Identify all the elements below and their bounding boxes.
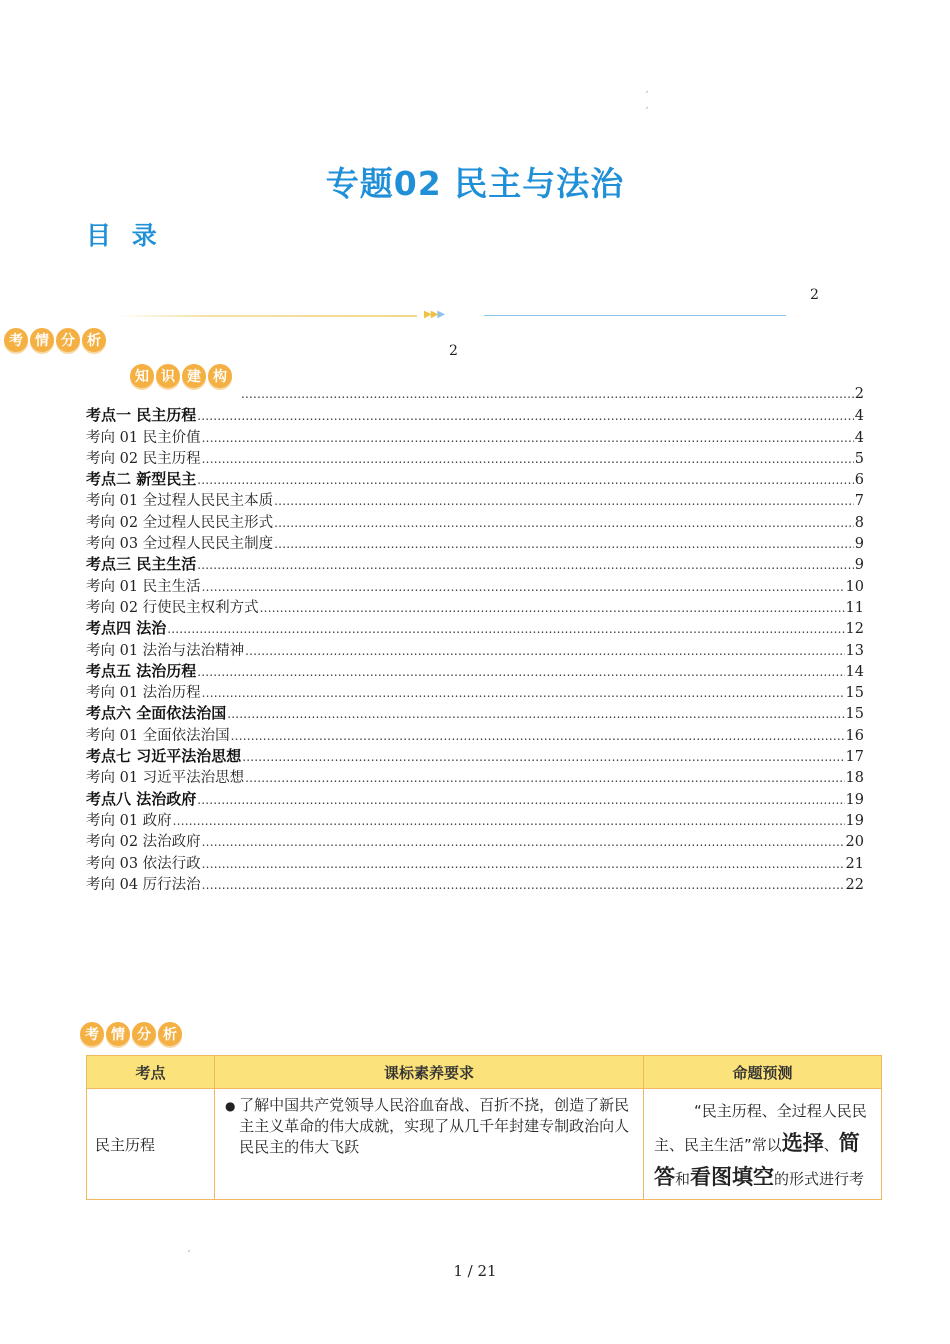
toc-label: 考点六 全面依法治国 <box>86 704 227 723</box>
toc-label: 考向 02 行使民主权利方式 <box>86 599 259 616</box>
toc-page: 8 <box>854 514 864 531</box>
prediction-short-answer: 简答 <box>654 1131 860 1189</box>
badge-char: 识 <box>156 364 180 388</box>
toc-leader <box>202 853 845 872</box>
toc-row[interactable] <box>86 873 864 894</box>
toc-page: 20 <box>845 834 864 851</box>
badge-char: 情 <box>106 1022 130 1046</box>
toc-row-first[interactable] <box>86 383 864 404</box>
toc-page: 14 <box>845 663 864 680</box>
toc-row[interactable] <box>86 724 864 745</box>
toc-label: 考向 01 民主生活 <box>86 578 201 595</box>
prediction-choice: 选择 <box>781 1131 824 1155</box>
toc-page: 10 <box>845 578 864 595</box>
toc-leader <box>167 618 844 637</box>
toc-label: 考向 02 民主历程 <box>86 450 201 467</box>
arrow-icon: ▶▶▶ <box>424 309 445 320</box>
badge-char: 构 <box>208 364 232 388</box>
toc-leader <box>260 597 845 616</box>
toc-label: 考向 01 民主价值 <box>86 429 201 446</box>
prediction-and: 和 <box>675 1170 691 1188</box>
toc-row[interactable] <box>86 596 864 617</box>
toc-page: 19 <box>845 791 864 808</box>
toc-page: 9 <box>854 536 864 553</box>
toc-leader <box>197 469 854 488</box>
cell-requirement <box>215 1089 644 1200</box>
cell-prediction <box>644 1089 882 1200</box>
toc-leader <box>245 767 844 786</box>
badge-char: 分 <box>56 328 80 352</box>
toc-page: 19 <box>845 812 864 829</box>
toc-row[interactable] <box>86 489 864 510</box>
toc-page: 6 <box>854 472 864 489</box>
toc-leader <box>202 448 854 467</box>
toc-leader <box>202 831 845 850</box>
badge-kaoqing-table <box>80 1022 182 1046</box>
toc-page: 15 <box>845 706 864 723</box>
toc-label: 考向 01 全面依法治国 <box>86 727 230 744</box>
toc-label: 考点五 法治历程 <box>86 661 197 680</box>
toc-page: 9 <box>854 557 864 574</box>
toc-label: 考向 03 全过程人民民主制度 <box>86 536 274 553</box>
page-footer: 1 / 21 <box>453 1262 497 1280</box>
toc-heading: 目 录 <box>86 221 163 250</box>
toc-row[interactable] <box>86 745 864 766</box>
toc-row[interactable] <box>86 788 864 809</box>
toc-page: 16 <box>845 727 864 744</box>
page-number-right: 2 <box>810 287 819 303</box>
toc-page: 15 <box>845 685 864 702</box>
toc-label: 考向 01 习近平法治思想 <box>86 770 245 787</box>
toc-label: 考点四 法治 <box>86 619 167 638</box>
toc-page: 5 <box>854 450 864 467</box>
toc-page: 11 <box>845 599 864 616</box>
toc-label: 考向 01 全过程人民民主本质 <box>86 493 274 510</box>
toc-label: 考向 01 法治与法治精神 <box>86 642 245 659</box>
badge-char: 考 <box>4 328 28 352</box>
prediction-sep: 、 <box>823 1136 839 1154</box>
prediction-fill: 看图填空 <box>690 1165 775 1189</box>
toc-page: 18 <box>845 770 864 787</box>
badge-kaoqing-top <box>4 328 106 352</box>
toc-page: 22 <box>845 876 864 893</box>
requirement-text: 了解中国共产党领导人民浴血奋战、百折不挠，创造了新民主主义革命的伟大成就，实现了从几千年封建专制政治向人民民主的伟大飞跃 <box>239 1096 630 1156</box>
toc-page: 12 <box>845 621 864 638</box>
toc-leader <box>197 554 854 573</box>
divider-right <box>484 315 786 316</box>
toc-page: 7 <box>854 493 864 510</box>
toc-row[interactable] <box>86 830 864 851</box>
toc-row[interactable] <box>86 426 864 447</box>
toc-leader <box>202 427 854 446</box>
analysis-table <box>86 1055 882 1200</box>
toc-label: 考点二 新型民主 <box>86 470 197 489</box>
toc-leader <box>241 383 854 402</box>
toc-row[interactable] <box>86 639 864 660</box>
toc-page: 4 <box>854 429 864 446</box>
top-mark-1: , <box>646 86 649 94</box>
badge-char: 知 <box>130 364 154 388</box>
toc-leader <box>245 640 844 659</box>
toc-label: 考向 01 政府 <box>86 812 172 829</box>
prediction-text-1: “民主历程、全过程人民民主、民主生活”常以 <box>654 1102 867 1154</box>
header-prediction: 命题预测 <box>644 1056 882 1089</box>
toc-leader <box>274 490 854 509</box>
toc-leader <box>197 661 844 680</box>
badge-char: 分 <box>132 1022 156 1046</box>
toc-leader <box>274 533 854 552</box>
toc-label: 考点七 习近平法治思想 <box>86 747 242 766</box>
toc-label: 考向 01 法治历程 <box>86 685 201 702</box>
toc-label: 考点三 民主生活 <box>86 555 197 574</box>
badge-char: 建 <box>182 364 206 388</box>
toc-leader <box>227 703 844 722</box>
badge-char: 析 <box>82 328 106 352</box>
toc-leader <box>202 682 845 701</box>
page-number-mid: 2 <box>449 343 458 359</box>
toc-row[interactable] <box>86 766 864 787</box>
cell-kaodian: 民主历程 <box>87 1089 215 1200</box>
bullet-icon: ● <box>225 1099 236 1113</box>
badge-char: 情 <box>30 328 54 352</box>
toc-label: 考向 02 法治政府 <box>86 834 201 851</box>
prediction-text-2: 的形式进行考 <box>774 1170 865 1188</box>
toc-row[interactable] <box>86 532 864 553</box>
toc-row[interactable] <box>86 617 864 638</box>
toc-leader <box>197 789 844 808</box>
toc-row[interactable] <box>86 404 864 425</box>
toc-page: 4 <box>854 408 864 425</box>
toc-leader <box>202 874 845 893</box>
divider-left <box>115 315 417 317</box>
top-mark-2: , <box>646 102 649 110</box>
badge-char: 考 <box>80 1022 104 1046</box>
badge-char: 析 <box>158 1022 182 1046</box>
toc-row[interactable] <box>86 575 864 596</box>
toc-page: 13 <box>845 642 864 659</box>
toc-row[interactable] <box>86 681 864 702</box>
toc-label: 考向 02 全过程人民民主形式 <box>86 514 274 531</box>
toc-page: 21 <box>845 855 864 872</box>
toc-label: 考点一 民主历程 <box>86 406 197 425</box>
toc-leader <box>274 512 854 531</box>
toc-row[interactable] <box>86 447 864 468</box>
toc-label: 考向 04 厉行法治 <box>86 876 201 893</box>
toc-row[interactable] <box>86 809 864 830</box>
toc-row[interactable] <box>86 852 864 873</box>
toc-row[interactable] <box>86 702 864 723</box>
toc-page: 2 <box>854 386 864 402</box>
toc-leader <box>202 576 845 595</box>
toc-leader <box>173 810 845 829</box>
header-requirement: 课标素养要求 <box>215 1056 644 1089</box>
bottom-mark: , <box>188 1245 191 1253</box>
table-of-contents <box>86 383 864 894</box>
table-row <box>87 1089 882 1200</box>
toc-row[interactable] <box>86 468 864 489</box>
page-title: 专题02 民主与法治 <box>325 164 625 203</box>
toc-row[interactable] <box>86 511 864 532</box>
toc-row[interactable] <box>86 660 864 681</box>
toc-row[interactable] <box>86 553 864 574</box>
toc-page: 17 <box>845 749 864 766</box>
toc-label: 考点八 法治政府 <box>86 789 197 808</box>
toc-leader <box>197 405 854 424</box>
header-kaodian: 考点 <box>87 1056 215 1089</box>
toc-leader <box>242 746 844 765</box>
toc-leader <box>231 725 845 744</box>
toc-label: 考向 03 依法行政 <box>86 855 201 872</box>
